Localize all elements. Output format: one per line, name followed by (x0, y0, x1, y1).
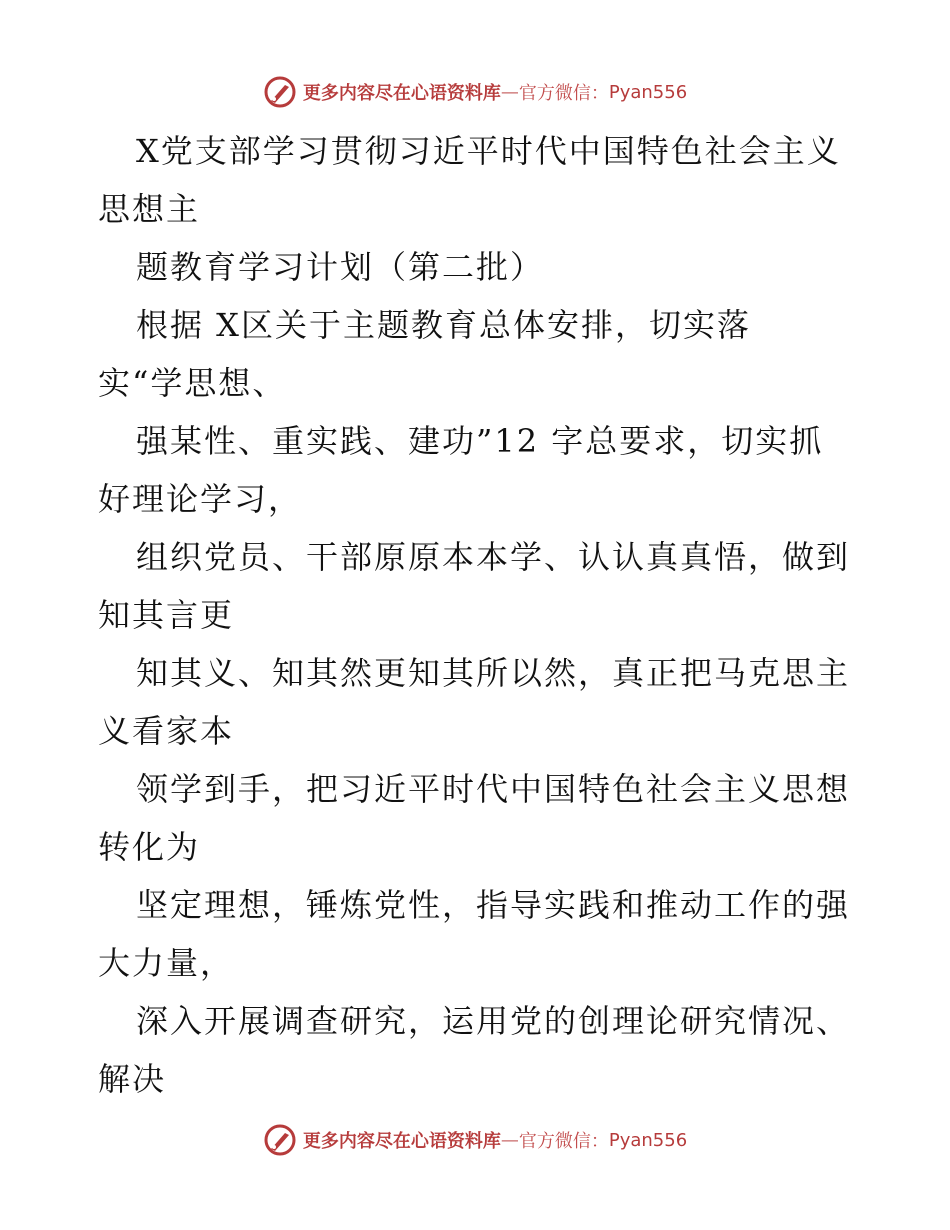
doc-line: 知其义、知其然更知其所以然，真正把马克思主 (136, 654, 851, 692)
banner-brand-text: 更多内容尽在心语资料库 (302, 1131, 501, 1152)
pen-logo-icon (263, 1123, 297, 1157)
banner-wechat-label: 官方微信： (518, 1131, 609, 1152)
doc-line: 知其言更 (98, 596, 235, 634)
doc-line: 好理论学习， (98, 480, 303, 518)
doc-line: 深入开展调查研究，运用党的创理论研究情况、 (136, 1002, 851, 1040)
doc-line: 根据 X区关于主题教育总体安排，切实落 (136, 306, 751, 344)
footer-banner (0, 1120, 950, 1160)
doc-line: 坚定理想，锤炼党性，指导实践和推动工作的强 (136, 886, 851, 924)
doc-line: 解决 (98, 1060, 167, 1098)
document-body (98, 122, 878, 1108)
doc-line: 题教育学习计划（第二批） (136, 248, 545, 286)
doc-line: 领学到手，把习近平时代中国特色社会主义思想 (136, 770, 851, 808)
doc-line: 强某性、重实践、建功”12 字总要求，切实抓 (136, 422, 824, 460)
doc-line: X党支部学习贯彻习近平时代中国特色社会主义 (136, 132, 841, 170)
doc-line: 大力量， (98, 944, 235, 982)
doc-line: 思想主 (98, 190, 201, 228)
pen-logo-icon (263, 75, 297, 109)
banner-wechat-handle: Pyan556 (608, 1129, 688, 1151)
banner-wechat-label: 官方微信： (518, 83, 609, 104)
doc-line: 义看家本 (98, 712, 235, 750)
banner-dash: — (500, 1129, 519, 1151)
banner-brand-text: 更多内容尽在心语资料库 (302, 83, 501, 104)
banner-dash: — (500, 81, 519, 103)
header-banner (0, 72, 950, 112)
banner-wechat-handle: Pyan556 (608, 81, 688, 103)
doc-line: 实“学思想、 (98, 364, 287, 402)
doc-line: 转化为 (98, 828, 201, 866)
doc-line: 组织党员、干部原原本本学、认认真真悟，做到 (136, 538, 851, 576)
